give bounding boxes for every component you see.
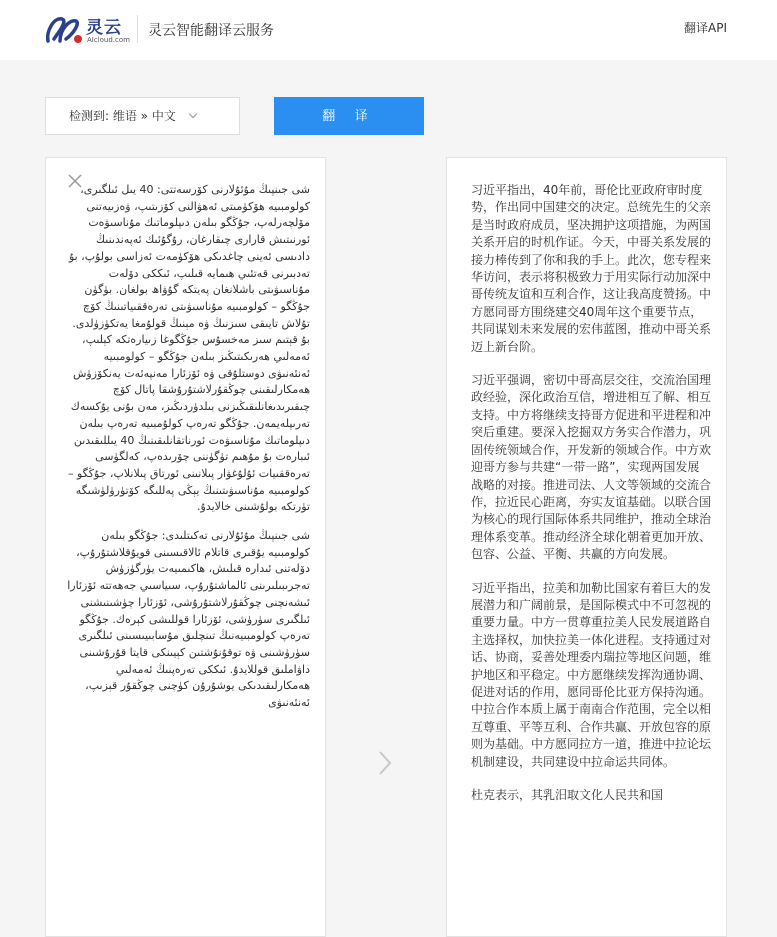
- result-paragraph: 杜克表示，其乳汨取文化人民共和国: [471, 788, 664, 802]
- source-text-panel[interactable]: [45, 157, 326, 937]
- source-text[interactable]: [64, 182, 310, 724]
- logo[interactable]: [44, 11, 134, 47]
- top-header: [0, 0, 777, 60]
- translate-button[interactable]: 翻 译: [274, 97, 424, 135]
- logo-mark-icon: [44, 11, 86, 47]
- logo-text: 灵云: [86, 18, 122, 38]
- header-divider: [137, 15, 138, 43]
- logo-domain: AIcloud.com: [87, 36, 130, 44]
- chevron-right-icon: [372, 748, 398, 778]
- language-label: 检测到: 维语 » 中文: [69, 109, 176, 123]
- result-paragraph: 习近平强调，密切中哥高层交往，交流治国理政经验，深化政治互信，增进相互了解、相互支持。中方将继续支持哥方促进和平进程和冲突后重建。要深入挖掘双方务实合作潜力，巩固传统领域合作，开发新的领域合作。中方欢迎哥方参与共建“一带一路”，实现两国发展战略的对接。推进司法、人文等领域的交流合作，拉近民心距离，夯实友谊基础。以联合国为核心的现行国际体系共同维护，推动全球治理体系变革。推动经济全球化朝着更加开放、包容、公益、平衡、共赢的方向发展。: [471, 373, 712, 562]
- translate-api-link[interactable]: 翻译API: [684, 21, 727, 35]
- source-paragraph: شى جىنپىڭ مۇئۇلارنى كۆرسەتتى: 40 يىل ئىلگىرى، كولومبىيە ھۆكۈمىتى ئەھۋالنى كۆزىتىپ، ۋەزىيەتنى مۆلچەرلەپ، جۇڭگو بىلەن دىپلوماتىك مۇناسىۋەت ئورنىتىش قارارى چىقارغان، رۇگۇئىك ئەپەندىنىڭ دادىسى ئەينى چاغدىكى ھۆكۈمەت ئەزاسى بولۇپ، بۇ تەدبىرنى قەتئىي ھىمايە قىلىپ، ئىككى دۆلەت مۇناسىۋىتى باشلانغان پەيتكە گۇۋاھ بولغان. بۈگۈن جۇڭگو – كولومبىيە مۇناسىۋىتى تەرەققىياتىنىڭ كۆچ تۇلاش تايىقى سىزنىڭ ۋە مېنىڭ قولۇمغا يەتكۈزۈلدى. بۇ قېتىم سىز مەخسۇس جۇڭگوغا زىيارەتكە كېلىپ، ئەمەلىي ھەرىكىتىڭىز بىلەن جۇڭگو – كولومبىيە ئەنئەنىۋى دوستلۇقى ۋە ئۆزئارا مەنپەئەت يەنكۆزۈش ھەمكارلىقىنى چوڭقۇرلاشتۇرۇشقا پاتال كۆچ چىقىرىدىغانلىقىڭىزنى بىلدۈردىڭىز، مەن بۇنى يۇكسەك تەرىپلەيمەن. جۇڭگو تەرەپ كولۇمبىيە تەرەپ بىلەن دىپلوماتىك مۇناسىۋەت ئورناتقانلىقىنىڭ 40 يىللىقىدىن ئىبارەت بۇ مۇھىم تۈگۈننى چۆرىدەپ، كەلگۈسى تەرەققىيات ئۇلۇغۋار پىلانىنى ئورتاق پىلانلاپ، جۇڭگو – كولومبىيە مۇناسىۋىتىنىڭ يېڭى پەللىگە كۆتۈرۈلۈشىگە تۈرتكە بولۇشىنى خالايدۇ.: [67, 183, 310, 514]
- chevron-down-icon: [188, 110, 196, 118]
- language-select[interactable]: [45, 97, 240, 135]
- service-title: 灵云智能翻译云服务: [148, 23, 274, 39]
- result-paragraph: 习近平指出，40年前，哥伦比亚政府审时度势，作出同中国建交的决定。总统先生的父亲是当时政府成员，坚决拥护这项措施，为两国关系开启的时机作证。今天，中哥关系发展的接力棒传到了你和我的手上。此次，您专程来华访问，表示将积极致力于用实际行动加深中哥传统友谊和互利合作，这让我高度赞扬。中方愿同哥方围绕建交40周年这个重要节点，共同谋划未来发展的宏伟蓝图，推动中哥关系迈上新台阶。: [471, 183, 712, 354]
- result-text-panel: [446, 157, 727, 937]
- result-text: [471, 182, 711, 820]
- source-paragraph: شى جىنپىڭ مۇئۇلارنى تەكىتلىدى: جۇڭگو بىلەن كولومبىيە يۇقىرى قاتلام ئالاقىسىنى قويۇقلاشتۇرۇپ، دۆلەتنى ئىدارە قىلىش، ھاكىمىيەت يۈرگۈزۈش تەجرىبىلىرىنى ئالماشتۇرۇپ، سىياسىي جەھەتتە ئۆزئارا ئىشەنچنى چوڭقۇرلاشتۇرۇشى، ئۆزئارا چۈشىنىشنى ئىلگىرى سۈرۈشى، ئۆزئارا قوللىشى كېرەك. جۇڭگو تەرەپ كولومبىيەنىڭ تىنچلىق مۇسابىيىسىنى ئىلگىرى سۈرۈشىنى ۋە توقۇنۇشتىن كېيىنكى قايتا قۇرۇشىنى داۋاملىق قوللايدۇ. ئىككى تەرەپنىڭ ئەمەلىي ھەمكارلىقىدىكى يوشۇرۇن كۈچنى چوڭقۇر قېزىپ، ئەنئەنىۋى: [67, 529, 310, 710]
- result-paragraph: 习近平指出，拉美和加勒比国家有着巨大的发展潜力和广阔前景，是国际模式中不可忽视的重要力量。中方一贯尊重拉美人民发展道路自主选择权，加快拉美一体化进程。支持通过对话、协商，妥善处理委内瑞拉等地区问题，维护地区和平稳定。中方愿继续发挥沟通协调、促进对话的作用，愿同哥伦比亚方保持沟通。中拉合作本质上属于南南合作范围，完全以相互尊重、平等互利、合作共赢、开放包容的原则为基础。中方愿同拉方一道，推进中拉论坛机制建设，共同建设中拉命运共同体。: [471, 580, 712, 769]
